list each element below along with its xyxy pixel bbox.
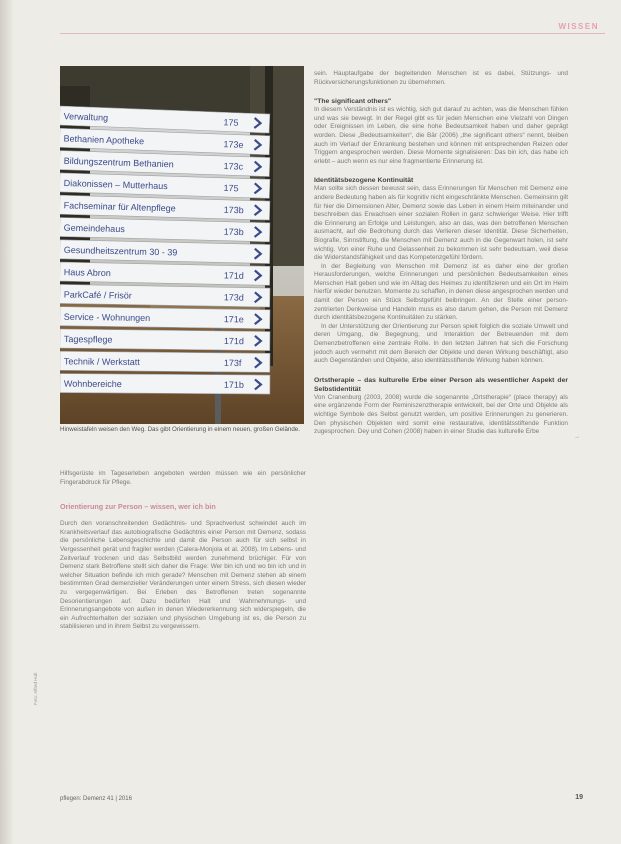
sign-board bbox=[60, 374, 270, 394]
photo-caption: Hinweistafeln weisen den Weg. Das gibt Orientierung in einem neuen, großen Gelände. bbox=[60, 426, 300, 433]
sign-number: 173e bbox=[223, 139, 244, 150]
sign-label: Bethanien Apotheke bbox=[63, 133, 145, 147]
heading-identity-continuity: Identitätsbezogene Kontinuität bbox=[314, 177, 414, 185]
left-body: Durch den voranschreitenden Gedächtnis- und Sprachverlust schwindet auch im Krankheitsverlauf das autobiografische Gedächtnis einer Person mit Demenz, sodass die persönliche Lebensgeschichte und damit die Person auch für sich selbst in Vergessenheit gerät und fragiler werden (Calera-Monjola et al. 2008). Im Lebens- und Zeitverlauf trocknen und das Selbstbild werden zunehmend brüchiger. Für von Demenz stark Betroffene stellt sich daher die Frage: Wer bin ich und wo bin ich und in welcher Situation befinde ich mich gerade? Menschen mit Demenz stehen ab einem bestimmten Grad demenzieller Veränderungen unter einem Stress, sich diesen wieder zu vergegenwärtigen. Bei Erleben des Betroffenen treten sogenannte Desorientierungen auf. Dazu bedürfen Halt und Wahrnehmungs- und Erinnerungsangebote von außen in denen Wiedererkennung sich widerspiegeln, die ein Aufrechterhalten der sozialen und physischen Umgebung ist es, die Person zu stabilisieren und in ihrem Selbst zu vergewissern. bbox=[60, 520, 306, 631]
heading-place-therapy: Ortstherapie – das kulturelle Erbe einer Person als wesentlicher Aspekt der Selbstidentität bbox=[314, 376, 568, 393]
sign-number: 173d bbox=[223, 292, 244, 303]
page-gutter-shadow bbox=[0, 0, 14, 844]
signpost-photo-graphic bbox=[60, 66, 304, 424]
place-therapy-body: Von Cranenburg (2003, 2008) wurde die sogenannte „Ortstherapie“ (place therapy) als eine ergänzende Form der Reminiszenztherapie entwickelt, bei der Orte und Objekte als wichtige Symbole des Selbst genutzt werden, um positive Erinnerungen zu generieren. Den physischen Objekten wird somit eine restaurative, identitätsstiftende Funktion zugesprochen. Dey und Cohen (2008) haben in einer Studie das kulturelle Erbe bbox=[314, 393, 568, 436]
margin-mark: → bbox=[574, 434, 580, 440]
page-number: 19 bbox=[575, 794, 583, 801]
sign-number: 171d bbox=[223, 270, 244, 281]
sign-board bbox=[60, 262, 270, 285]
signpost-photo bbox=[60, 66, 304, 424]
section-label: WISSEN bbox=[558, 22, 599, 31]
sign-number: 173b bbox=[223, 204, 244, 216]
sign-label: Gesundheitszentrum 30 - 39 bbox=[63, 244, 178, 258]
identity-body-2: In der Begleitung von Menschen mit Demenz ist es daher eine der großen Herausforderungen, welche Erinnerungen und persönlichen Bedeutsamkeiten eines Menschen Halt geben und wie im Alltag des Heimes zu identifizieren und ein Ort im Heim hierfür wieder benutzen. Momente zu schaffen, in denen diese angesprochen werden und damit der Person ein Stück Selbstgefühl beibringen. An der Stelle einer person-zentrierten Denkweise und Handeln muss es also darum gehen, die Person mit Demenz durch identitätsbezogene Kontinuitäten zu stärken. bbox=[314, 262, 568, 322]
header-rule bbox=[60, 33, 605, 34]
sign-label: Wohnbereiche bbox=[63, 378, 122, 390]
sign-board bbox=[60, 351, 270, 372]
sign-number: 173b bbox=[223, 226, 244, 238]
sign-label: Haus Abron bbox=[63, 267, 111, 279]
identity-body-3: In der Unterstützung der Orientierung zur Person spielt folglich die soziale Umwelt und deren Umgang, die Begegnung, und Interaktion der Betreuenden mit dem Demenzbetroffenen eine zentrale Rolle. In den letzten Jahren hat sich die Forschung jedoch auch vermehrt mit dem Bereich der Objekte und deren Wirkung beschäftigt, also auch Gegenständen und Objekte, also identitätsstiftende Wirkung haben können. bbox=[314, 322, 568, 365]
sign-label: Tagespflege bbox=[63, 334, 113, 345]
sign-number: 171e bbox=[223, 314, 244, 325]
sign-label: Diakonissen – Mutterhaus bbox=[63, 178, 168, 192]
sign-number: 171d bbox=[223, 336, 244, 347]
sign-label: Fachseminar für Altenpflege bbox=[63, 200, 176, 214]
sign-label: Gemeindehaus bbox=[63, 222, 125, 235]
heading-orientation-person: Orientierung zur Person – wissen, wer ich bin bbox=[60, 502, 216, 512]
right-column bbox=[314, 70, 568, 437]
sign-label: ParkCafé / Frisör bbox=[63, 289, 132, 301]
sign-board bbox=[60, 284, 270, 307]
sign-number: 173c bbox=[223, 161, 244, 172]
heading-significant-others: "The significant others" bbox=[314, 98, 392, 106]
sign-number: 173f bbox=[223, 357, 242, 369]
right-intro: sein. Hauptaufgabe der begleitenden Menschen ist es dabei, Stützungs- und Rückversicherungsfunktionen zu übernehmen. bbox=[314, 70, 568, 86]
sign-label: Technik / Werkstatt bbox=[63, 356, 140, 368]
sign-number: 171b bbox=[223, 379, 244, 390]
sign-label: Bildungszentrum Bethanien bbox=[63, 155, 174, 170]
sign-number: 175 bbox=[223, 182, 239, 194]
sign-board bbox=[60, 329, 270, 351]
photo-credit: Foto: Alfred Hub bbox=[33, 672, 38, 705]
sign-label: Verwaltung bbox=[63, 111, 109, 123]
sign-board bbox=[60, 307, 270, 329]
sign-label: Service - Wohnungen bbox=[63, 311, 151, 324]
identity-body-1: Man sollte sich dessen bewusst sein, dass Erinnerungen für Menschen mit Demenz eine andere Bedeutung haben als für kognitiv nicht eingeschränkte Menschen. Gemeinsinn gilt für hier die Dimensionen Alter, Demenz sowie das Leben in einem Heim miteinander und beschreiben das Erwachsen einer sozialen Rollen in ganz schwieriger Weise. Hier trifft die Erinnerung an Erfolge und Leistungen, also an das, was den betroffenen Menschen ausmacht, auf die Bedrohung durch das Verlieren dieser Identität. Diese Sicherheiten, Biografie, Sinnstiftung, die Menschen mit Demenz auch in die Gegenwart holen, ist sehr wichtig. Von einer Ruhe und Gelassenheit zu bekommen ist sehr bedeutsam, weil diese die Widerstandsfähigkeit und das Kompetenzgefühl fördern. bbox=[314, 185, 569, 262]
left-column bbox=[60, 470, 306, 632]
significant-others-body: In diesem Verständnis ist es wichtig, sich gut darauf zu achten, was die Menschen fühlen und was sie bewegt. In der Regel gibt es für jeden Menschen eine Vielzahl von Dingen oder Ereignissen im Leben, die eine hohe Bedeutsamkeit haben und daher geprägt worden. Diese „Bedeutsamkeiten“, die Bär (2006) „the significant others“ nennt, bleiben auch im Verlauf der Erkrankung bestehen und können mit entsprechenden Reizen oder Triggern angesprochen werden. Diese Momente signalisieren: Das bin ich, das habe ich erlebt – auch wenn es nur eine fragmentierte Erinnerung ist. bbox=[314, 106, 568, 165]
sign-number: 175 bbox=[223, 117, 239, 128]
left-intro: Hilfsgerüste im Tageserleben angeboten werden müssen wie ein persönlicher Fingerabdruck für Pflege. bbox=[60, 470, 306, 486]
journal-footer: pflegen: Demenz 41 | 2016 bbox=[60, 796, 132, 802]
